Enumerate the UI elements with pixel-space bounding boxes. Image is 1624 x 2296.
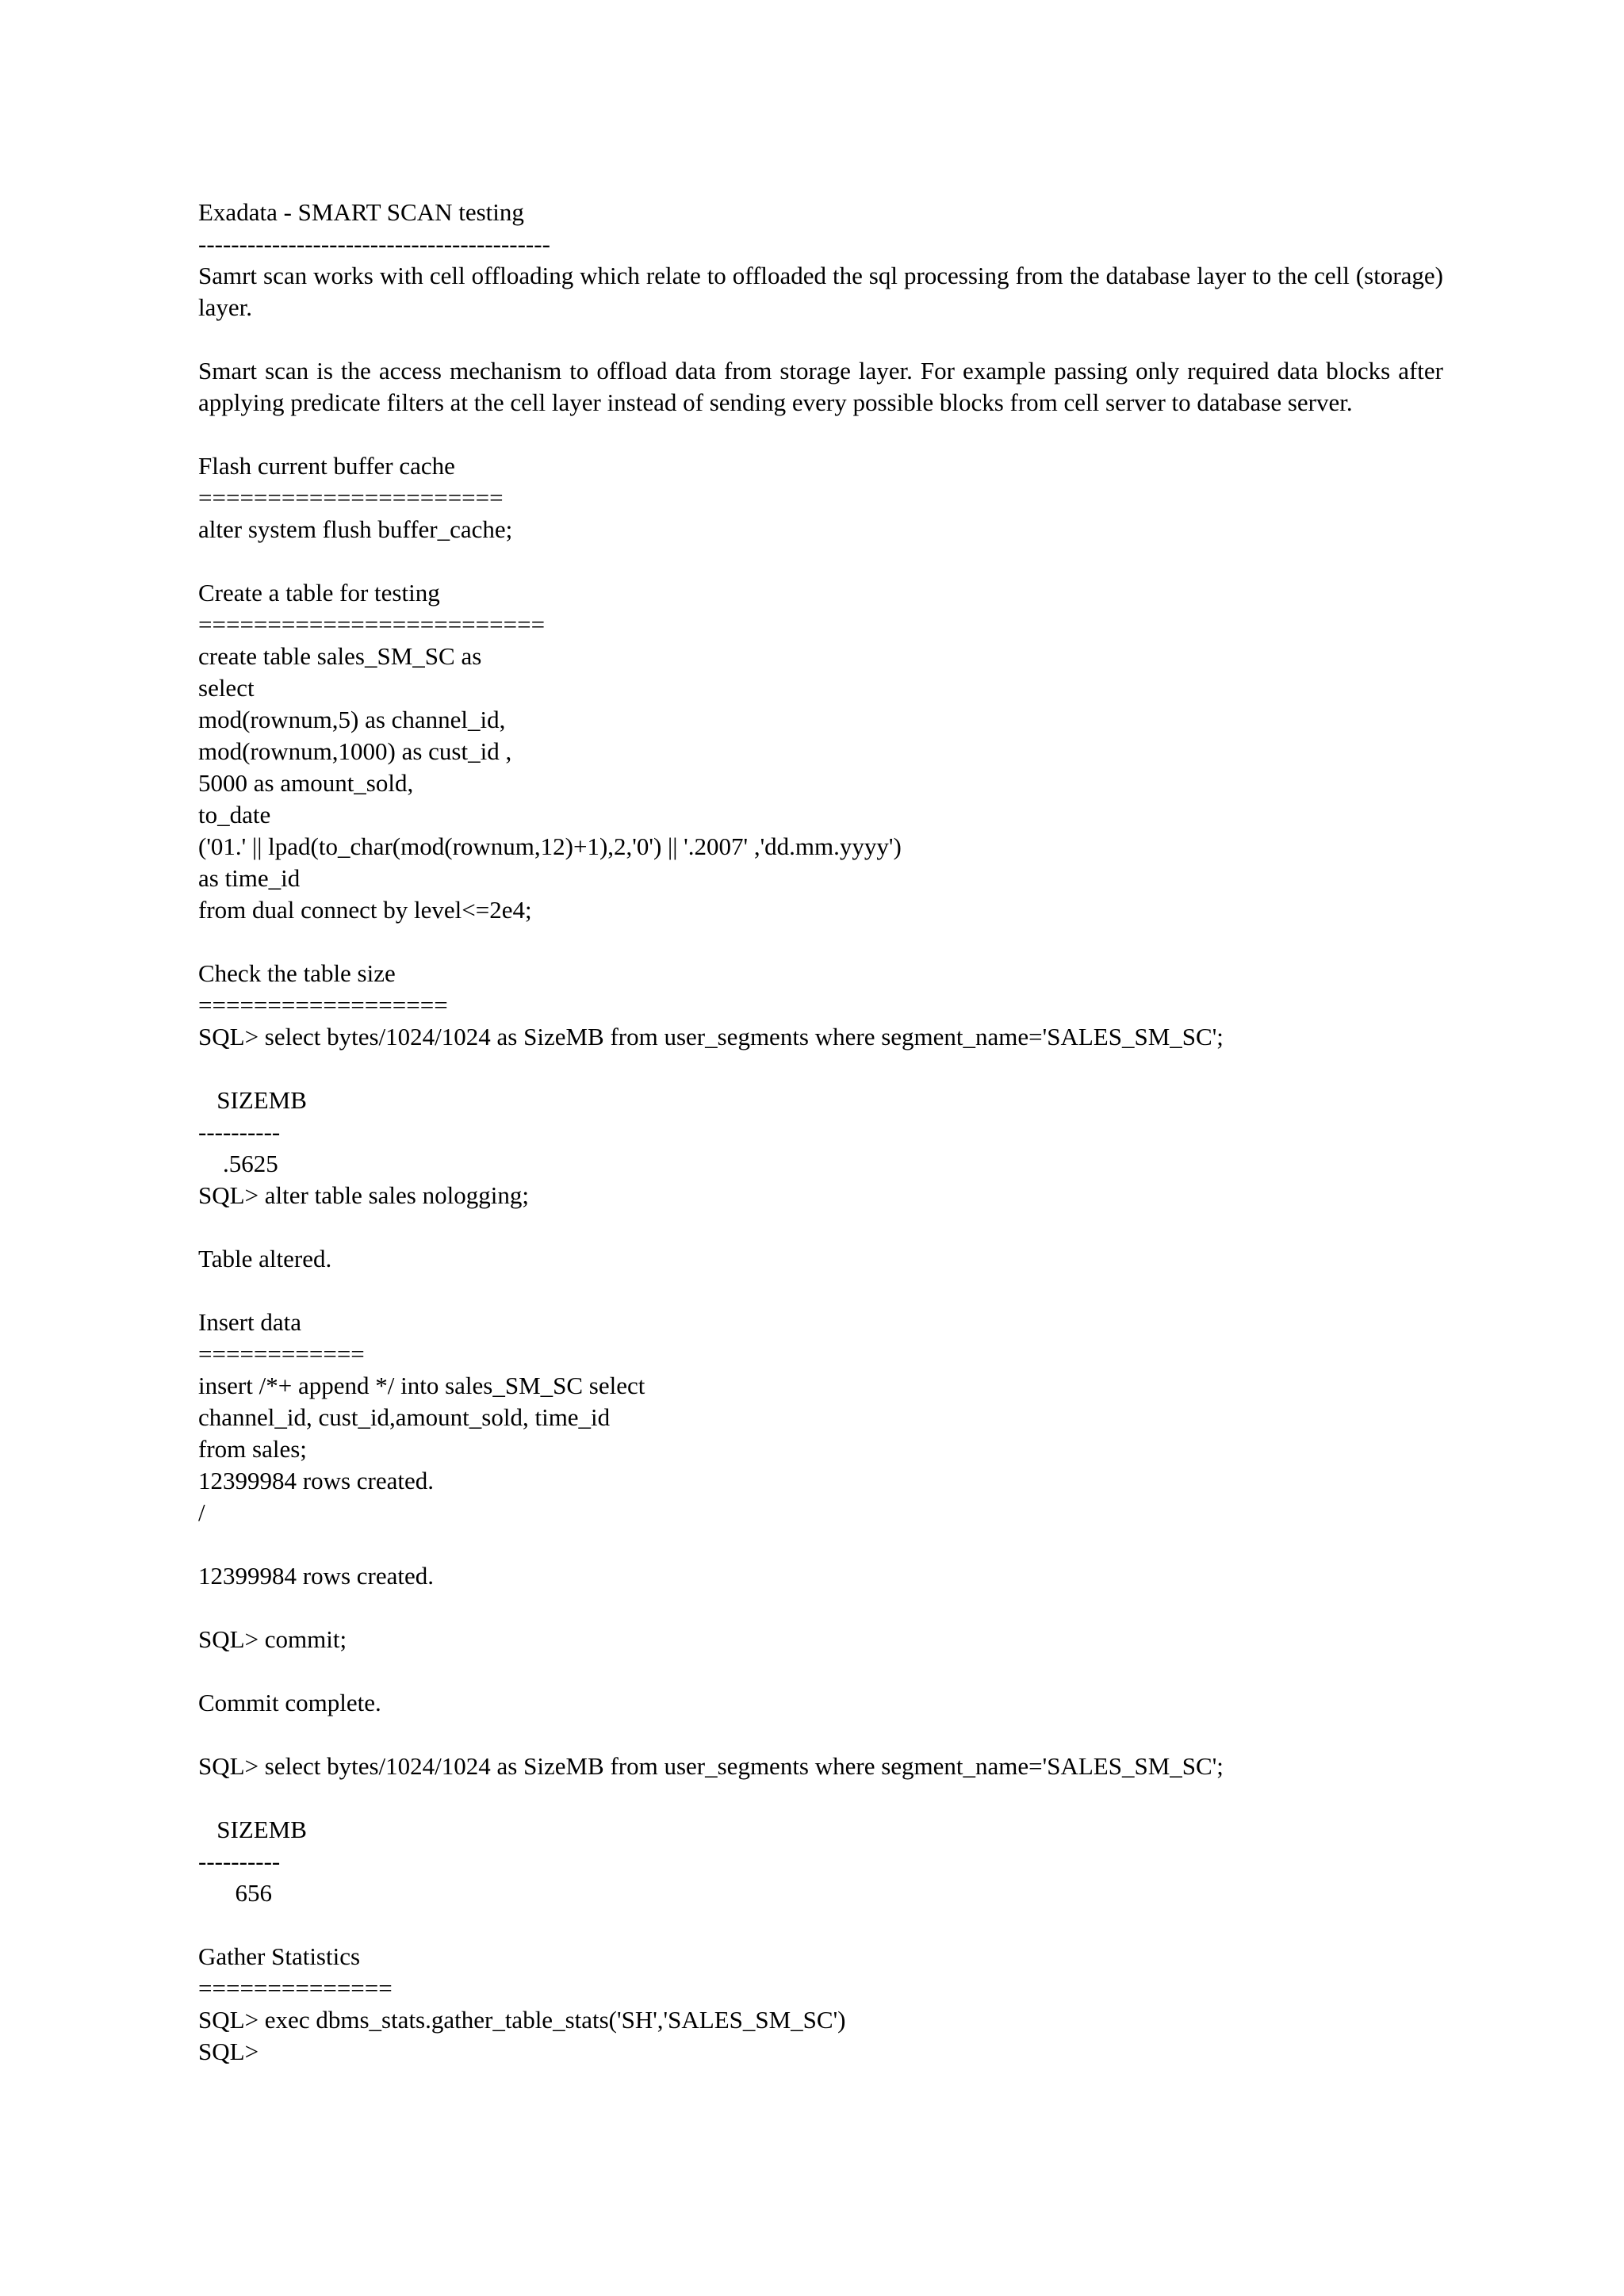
- intro-paragraph-2: Smart scan is the access mechanism to offload data from storage layer. For example passing only required data blocks after applying predicate filters at the cell layer instead of sending every possible blocks from cell server to database server.: [198, 357, 1443, 416]
- spacer: [198, 1592, 1443, 1624]
- code-line: select: [198, 674, 255, 702]
- spacer: [198, 1782, 1443, 1814]
- section-underline: ======================: [198, 484, 504, 511]
- spacer: [198, 1211, 1443, 1243]
- code-line: from sales;: [198, 1435, 307, 1463]
- spacer: [198, 545, 1443, 577]
- spacer: [198, 1053, 1443, 1085]
- code-line: from dual connect by level<=2e4;: [198, 896, 532, 924]
- spacer: [198, 1909, 1443, 1941]
- title-underline: -------------------------------------------: [198, 230, 550, 258]
- document-title: Exadata - SMART SCAN testing: [198, 198, 524, 226]
- code-line: mod(rownum,1000) as cust_id ,: [198, 737, 512, 765]
- result-separator: ----------: [198, 1847, 281, 1875]
- sql-output: Table altered.: [198, 1245, 332, 1272]
- section-underline: ============: [198, 1340, 365, 1368]
- result-value: 656: [198, 1879, 272, 1907]
- section-heading-gather-stats: Gather Statistics: [198, 1942, 361, 1970]
- code-line: as time_id: [198, 864, 301, 892]
- code-line: to_date: [198, 801, 271, 828]
- code-line: SQL> exec dbms_stats.gather_table_stats('SH','SALES_SM_SC'): [198, 2006, 846, 2034]
- section-heading-table-size: Check the table size: [198, 959, 396, 987]
- result-separator: ----------: [198, 1118, 281, 1146]
- section-heading-flush: Flash current buffer cache: [198, 452, 455, 480]
- code-line: 5000 as amount_sold,: [198, 769, 414, 797]
- result-value: .5625: [198, 1150, 278, 1177]
- code-line: ('01.' || lpad(to_char(mod(rownum,12)+1),2,'0') || '.2007' ,'dd.mm.yyyy'): [198, 832, 902, 860]
- sql-alter: SQL> alter table sales nologging;: [198, 1181, 529, 1209]
- sql-output: 12399984 rows created.: [198, 1562, 434, 1590]
- spacer: [198, 1529, 1443, 1560]
- code-line: 12399984 rows created.: [198, 1467, 434, 1494]
- section-underline: =========================: [198, 610, 546, 638]
- sql-query: SQL> select bytes/1024/1024 as SizeMB from user_segments where segment_name='SALES_SM_SC';: [198, 1023, 1224, 1050]
- spacer: [198, 323, 1443, 355]
- code-line: SQL>: [198, 2038, 259, 2065]
- sql-query: SQL> select bytes/1024/1024 as SizeMB from user_segments where segment_name='SALES_SM_SC';: [198, 1752, 1224, 1780]
- section-underline: ==================: [198, 991, 448, 1019]
- code-line: insert /*+ append */ into sales_SM_SC select: [198, 1372, 645, 1399]
- code-line: /: [198, 1498, 205, 1526]
- spacer: [198, 1655, 1443, 1687]
- document-page: [198, 197, 1443, 2068]
- code-line: channel_id, cust_id,amount_sold, time_id: [198, 1403, 611, 1431]
- intro-paragraph-1: Samrt scan works with cell offloading which relate to offloaded the sql processing from the database layer to the cell (storage) layer.: [198, 262, 1443, 321]
- section-heading-create-table: Create a table for testing: [198, 579, 440, 607]
- result-column-header: SIZEMB: [198, 1816, 307, 1843]
- section-heading-insert: Insert data: [198, 1308, 301, 1336]
- spacer: [198, 419, 1443, 450]
- spacer: [198, 1275, 1443, 1307]
- code-line: alter system flush buffer_cache;: [198, 515, 513, 543]
- sql-output: Commit complete.: [198, 1689, 381, 1716]
- code-line: mod(rownum,5) as channel_id,: [198, 706, 506, 733]
- spacer: [198, 1719, 1443, 1751]
- spacer: [198, 926, 1443, 958]
- section-underline: ==============: [198, 1974, 393, 2002]
- code-line: create table sales_SM_SC as: [198, 642, 482, 670]
- result-column-header: SIZEMB: [198, 1086, 307, 1114]
- sql-commit: SQL> commit;: [198, 1625, 347, 1653]
